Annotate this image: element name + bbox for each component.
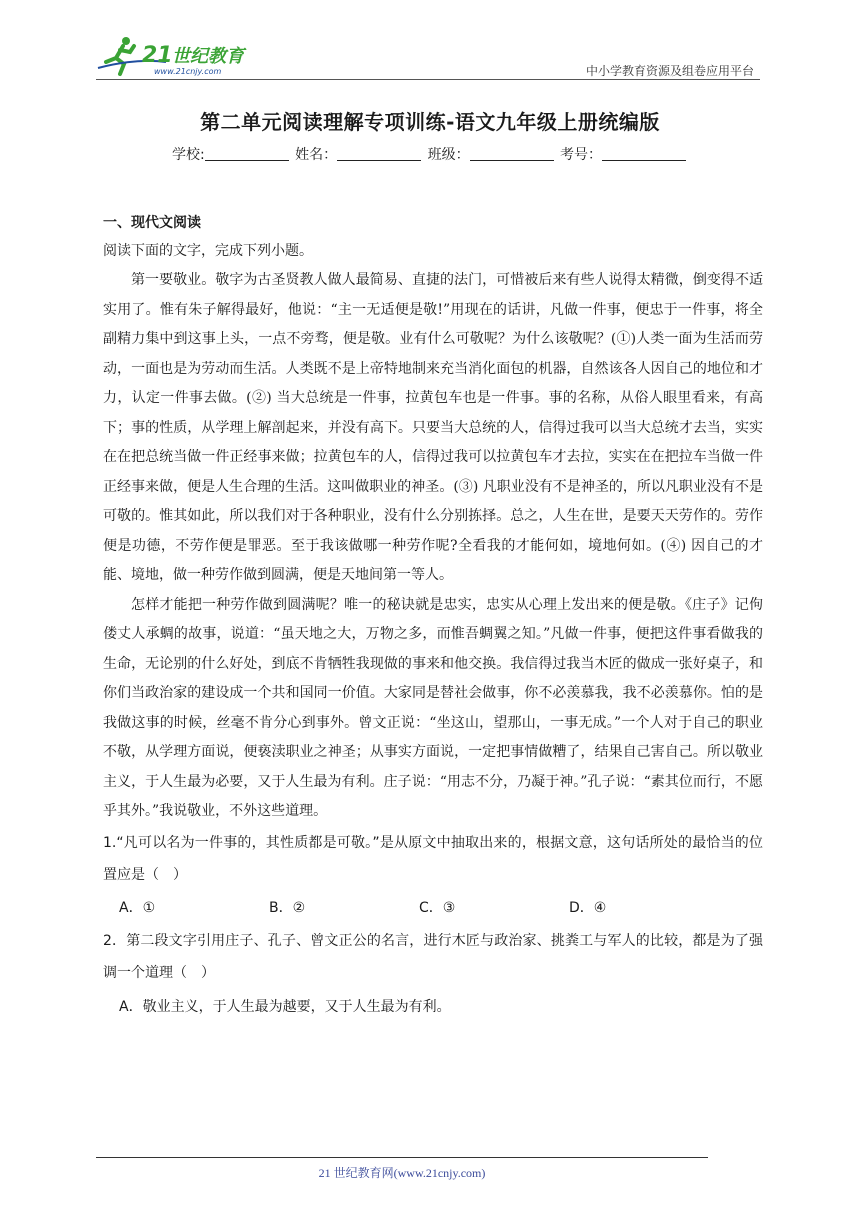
header-divider bbox=[96, 79, 760, 80]
school-label: 学校: bbox=[171, 147, 205, 163]
question-1-option-b[interactable]: B．② bbox=[269, 899, 306, 916]
reading-instruction: 阅读下面的文字，完成下列小题。 bbox=[103, 243, 313, 259]
question-1-option-c[interactable]: C．③ bbox=[419, 899, 456, 916]
passage-paragraph-1: 第一要敬业。敬字为古圣贤教人做人最简易、直捷的法门，可惜被后来有些人说得太精微，倒变得不适实用了。惟有朱子解得最好，他说：“主一无适便是敬!”用现在的话讲，凡做一件事，便忠于一件事，将全副精力集中到这事上头，一点不旁骛，便是敬。业有什么可敬呢？为什么该敬呢？(①)人类一面为生活而劳动，一面也是为劳动而生活。人类既不是上帝特地制来充当消化面包的机器，自然该各人因自己的地位和才力，认定一件事去做。(②) 当大总统是一件事，拉黄包车也是一件事。事的名称，从俗人眼里看来，有高下；事的性质，从学理上解剖起来，并没有高下。只要当大总统的人，信得过我可以当大总统才去当，实实在在把总统当做一件正经事来做；拉黄包车的人，信得过我可以拉黄包车才去拉，实实在在把拉车当做一件正经事来做，便是人生合理的生活。这叫做职业的神圣。(③) 凡职业没有不是神圣的，所以凡职业没有不是可敬的。惟其如此，所以我们对于各种职业，没有什么分别拣择。总之，人生在世，是要天天劳作的。劳作便是功德，不劳作便是罪恶。至于我该做哪一种劳作呢?全看我的才能何如，境地何如。(④) 因自己的才能、境地，做一种劳作做到圆满，便是天地间第一等人。 bbox=[103, 272, 763, 583]
question-2-stem: 2．第二段文字引用庄子、孔子、曾文正公的名言，进行木匠与政治家、挑粪工与军人的比较，都是为了强调一个道理（ ） bbox=[103, 932, 763, 981]
name-blank[interactable] bbox=[337, 146, 421, 161]
page-header bbox=[96, 34, 760, 80]
page-title: 第二单元阅读理解专项训练-语文九年级上册统编版 bbox=[200, 110, 660, 134]
exam-number-label: 考号： bbox=[560, 147, 603, 163]
question-1-option-d[interactable]: D．④ bbox=[569, 899, 607, 916]
passage-paragraph-2: 怎样才能把一种劳作做到圆满呢？唯一的秘诀就是忠实，忠实从心理上发出来的便是敬。《庄子》记佝偻丈人承蜩的故事，说道：“虽天地之大，万物之多，而惟吾蜩翼之知。”凡做一件事，便把这件事看做我的生命，无论别的什么好处，到底不肯牺牲我现做的事来和他交换。我信得过我当木匠的做成一张好桌子，和你们当政治家的建设成一个共和国同一价值。大家同是替社会做事，你不必羡慕我，我不必羡慕你。怕的是我做这事的时候，丝毫不肯分心到事外。曾文正说：“坐这山，望那山，一事无成。”一个人对于自己的职业不敬，从学理方面说，便亵渎职业之神圣；从事实方面说，一定把事情做糟了，结果自己害自己。所以敬业主义，于人生最为必要，又于人生最为有利。庄子说：“用志不分，乃凝于神。”孔子说：“素其位而行，不愿乎其外。”我说敬业，不外这些道理。 bbox=[103, 596, 763, 819]
question-2-option-a[interactable]: A．敬业主义，于人生最为越要，又于人生最为有利。 bbox=[119, 998, 451, 1015]
footer-divider bbox=[96, 1157, 708, 1158]
question-1-option-a[interactable]: A．① bbox=[119, 899, 156, 916]
question-1-stem: 1.“凡可以名为一件事的，其性质都是可敬。”是从原文中抽取出来的，根据文意，这句话所处的最恰当的位置应是（ ） bbox=[103, 834, 763, 883]
exam-number-blank[interactable] bbox=[602, 146, 686, 161]
exam-content bbox=[103, 210, 763, 1025]
svg-text:世纪教育: 世纪教育 bbox=[172, 46, 244, 67]
footer-source: 21 世纪教育网(www.21cnjy.com) bbox=[318, 1166, 486, 1180]
question-1-options bbox=[103, 891, 763, 925]
svg-text:21: 21 bbox=[142, 43, 173, 68]
svg-text:www.21cnjy.com: www.21cnjy.com bbox=[154, 67, 222, 76]
class-blank[interactable] bbox=[470, 146, 554, 161]
class-label: 班级： bbox=[427, 147, 470, 163]
site-logo bbox=[96, 34, 256, 80]
name-label: 姓名： bbox=[295, 147, 338, 163]
section-heading: 一、现代文阅读 bbox=[103, 215, 201, 231]
school-blank[interactable] bbox=[205, 146, 289, 161]
platform-label: 中小学教育资源及组卷应用平台 bbox=[585, 64, 754, 78]
student-info-line bbox=[0, 144, 860, 164]
